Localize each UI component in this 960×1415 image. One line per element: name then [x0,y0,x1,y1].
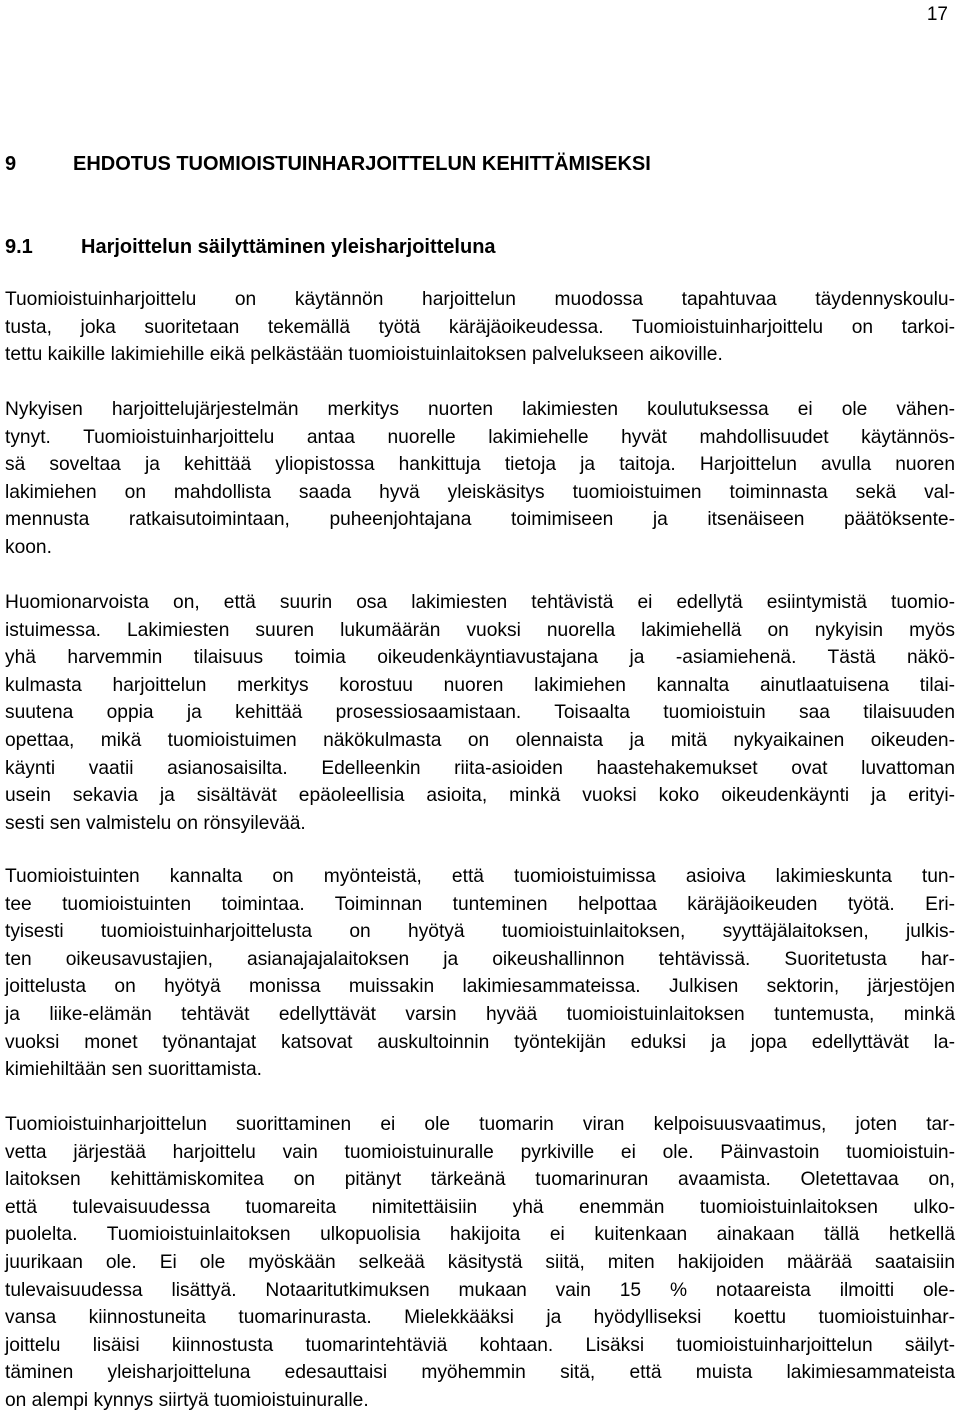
text-line: yhä harvemmin tilaisuus toimia oikeudenkäyntiavustajana ja -asiamiehenä. Tästä näkö- [5,647,955,669]
text-line: kulmasta harjoittelun merkitys korostuu nuoren lakimiehen kannalta ainutlaatuisena tilai- [5,674,955,696]
text-line: täminen yleisharjoitteluna edesauttaisi myöhemmin sitä, että muista lakimiesammateista [5,1362,955,1384]
text-line: tusta, joka suoritetaan tekemällä työtä käräjäoikeudessa. Tuomioistuinharjoittelu on tarkoi- [5,316,955,338]
text-line: puolelta. Tuomioistuinlaitoksen ulkopuolisia hakijoita ei kuitenkaan ainakaan tällä hetkellä [5,1224,955,1246]
text-line: mennusta ratkaisutoimintaan, puheenjohtajana toimimiseen ja itsenäiseen päätöksente- [5,509,955,531]
section-heading [5,235,496,259]
text-line: laitoksen kehittämiskomitea on pitänyt tärkeänä tuomarinuran avaamista. Oletettavaa on, [5,1169,955,1191]
chapter-heading [5,152,651,176]
text-line: vetta järjestää harjoittelu vain tuomioistuinuralle pyrkiville ei ole. Päinvastoin tuomioistuin- [5,1141,955,1163]
text-line: sesti sen valmistelu on rönsyilevää. [5,812,306,834]
paragraph-1 [5,286,955,369]
text-line: joittelu lisäisi kiinnostusta tuomarintehtäviä kohtaan. Lisäksi tuomioistuinharjoittelun säilyt- [5,1334,955,1356]
paragraph-4 [5,863,955,1084]
chapter-title: EHDOTUS TUOMIOISTUINHARJOITTELUN KEHITTÄMISEKSI [73,153,651,175]
text-line: koon. [5,536,52,558]
section-number: 9.1 [5,236,33,258]
text-line: tee tuomioistuinten toimintaa. Toiminnan tunteminen helpottaa käräjäoikeuden työtä. Eri- [5,893,955,915]
text-line: sä soveltaa ja kehittää yliopistossa hankittuja tietoja ja taitoja. Harjoittelun avulla nuoren [5,454,955,476]
text-line: ten oikeusavustajien, asianajajalaitoksen ja oikeushallinnon tehtävissä. Suoritetusta har- [5,948,955,970]
text-line: on alempi kynnys siirtyä tuomioistuinuralle. [5,1389,369,1411]
text-line: Huomionarvoista on, että suurin osa lakimiesten tehtävistä ei edellytä esiintymistä tuomio- [5,592,955,613]
text-line: Nykyisen harjoittelujärjestelmän merkitys nuorten lakimiesten koulutuksessa ei ole vähen- [5,399,955,420]
page-number: 17 [926,4,948,25]
text-line: tynyt. Tuomioistuinharjoittelu antaa nuorelle lakimiehelle hyvät mahdollisuudet käytännös- [5,426,955,448]
text-line: käynti vaatii asianosaisilta. Edelleenkin riita-asioiden haastehakemukset ovat luvattoman [5,757,955,779]
text-line: vansa kiinnostuneita tuomarinurasta. Mielekkääksi ja hyödylliseksi koettu tuomioistuinhar- [5,1307,955,1329]
text-line: että tulevaisuudessa tuomareita nimitettäisiin yhä enemmän tuomioistuinlaitoksen ulko- [5,1196,955,1218]
text-line: juurikaan ole. Ei ole myöskään selkeää käsitystä siitä, miten hakijoiden määrää saataisiin [5,1251,955,1273]
text-line: istuimessa. Lakimiesten suuren lukumäärän vuoksi nuorella lakimiehellä on nykyisin myös [5,619,955,641]
text-line: tyisesti tuomioistuinharjoittelusta on hyötyä tuomioistuinlaitoksen, syyttäjälaitoksen, julkis- [5,921,955,943]
text-line: tettu kaikille lakimiehille eikä pelkästään tuomioistuinlaitoksen palvelukseen aikoville. [5,344,723,366]
text-line: Tuomioistuinharjoittelun suorittaminen ei ole tuomarin viran kelpoisuusvaatimus, joten tar- [5,1114,955,1135]
text-line: suutena oppia ja kehittää prosessiosaamistaan. Toisaalta tuomioistuin saa tilaisuuden [5,702,955,724]
text-line: joittelusta on hyötyä monissa muissakin lakimiesammateissa. Julkisen sektorin, järjestöjen [5,976,955,998]
chapter-number: 9 [5,153,17,175]
text-line: usein sekavia ja sisältävät epäoleellisia asioita, minkä vuoksi koko oikeudenkäynti ja erityi- [5,785,955,807]
text-line: Tuomioistuinharjoittelu on käytännön harjoittelun muodossa tapahtuvaa täydennyskoulu- [5,289,955,310]
section-title: Harjoittelun säilyttäminen yleisharjoitteluna [81,236,496,258]
text-line: vuoksi monet työnantajat katsovat auskultoinnin työntekijän eduksi ja jopa edellyttävät la- [5,1031,955,1053]
paragraph-3 [5,589,955,837]
text-line: ja liike-elämän tehtävät edellyttävät varsin hyvää tuomioistuinlaitoksen tuntemusta, minkä [5,1003,955,1025]
text-line: lakimiehen on mahdollista saada hyvä yleiskäsitys tuomioistuimen toiminnasta sekä val- [5,481,955,503]
text-line: tulevaisuudessa lisättyä. Notaaritutkimuksen mukaan vain 15 % notaareista ilmoitti ole- [5,1279,955,1301]
text-line: kimiehiltään sen suorittamista. [5,1059,263,1081]
paragraph-5 [5,1111,955,1415]
text-line: opettaa, mikä tuomioistuimen näkökulmasta on olennaista ja mitä nykyaikainen oikeuden- [5,729,955,751]
paragraph-2 [5,396,955,562]
text-line: Tuomioistuinten kannalta on myönteistä, että tuomioistuimissa asioiva lakimieskunta tun- [5,866,955,887]
